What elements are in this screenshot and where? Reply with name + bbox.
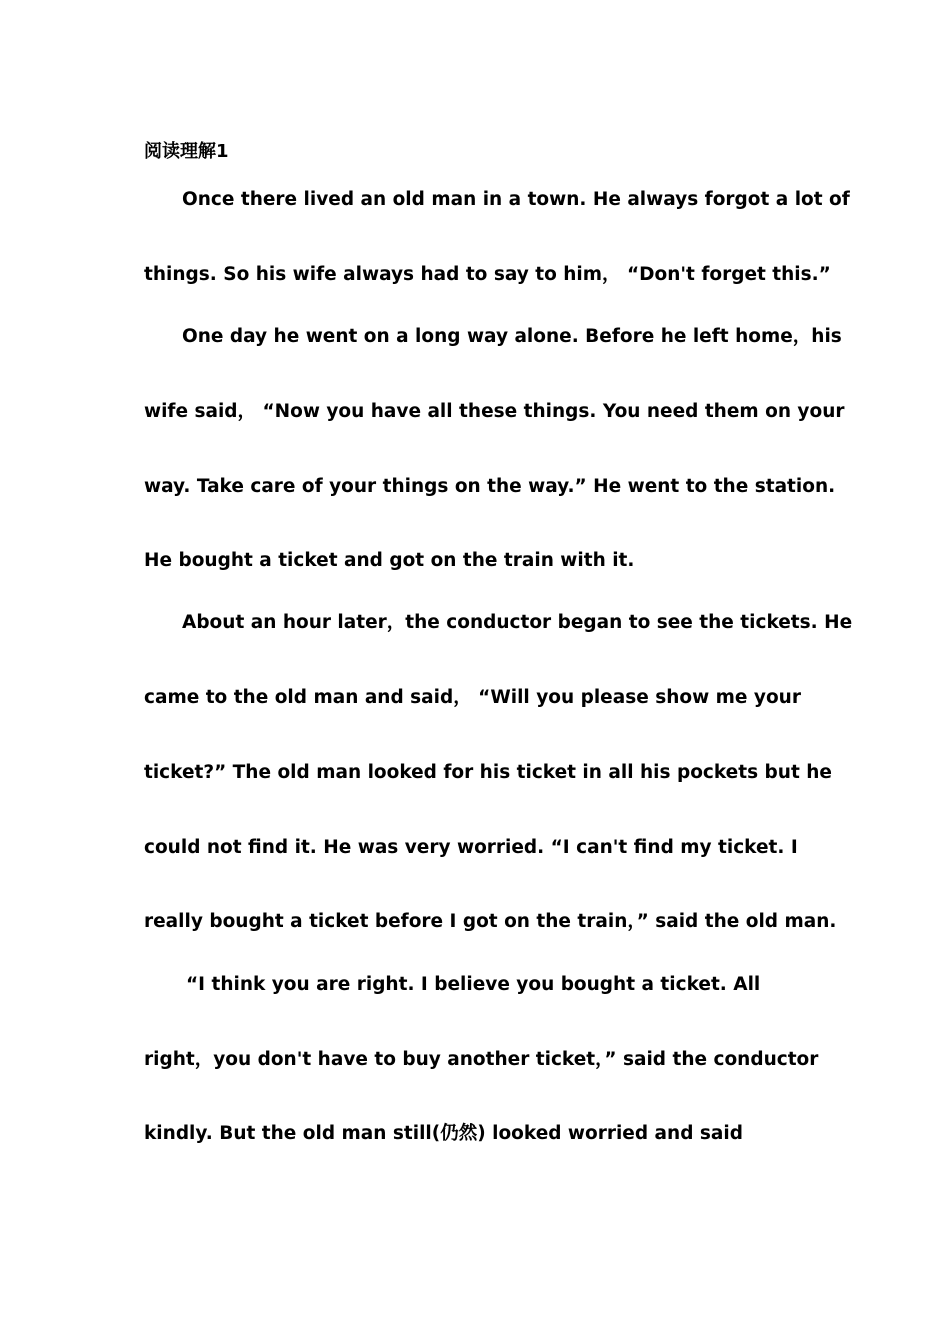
paragraph-line: Once there lived an old man in a town. He always forgot a lot of <box>182 189 850 210</box>
document-title: 阅读理解1 <box>144 141 229 162</box>
paragraph-line: right，you don't have to buy another ticket，” said the conductor <box>144 1049 819 1070</box>
paragraph-line: really bought a ticket before I got on the train，” said the old man. <box>144 911 837 932</box>
paragraph-line: About an hour later，the conductor began to see the tickets. He <box>182 612 853 633</box>
paragraph-line: kindly. But the old man still(仍然) looked worried and said <box>144 1123 743 1144</box>
paragraph-line: “I think you are right. I believe you bought a ticket. All <box>186 974 761 995</box>
paragraph-line: ticket?” The old man looked for his ticket in all his pockets but he <box>144 762 832 783</box>
paragraph-line: He bought a ticket and got on the train with it. <box>144 550 635 571</box>
paragraph-line: could not find it. He was very worried. “I can't find my ticket. I <box>144 837 798 858</box>
paragraph-line: things. So his wife always had to say to him， “Don't forget this.” <box>144 264 831 285</box>
paragraph-line: way. Take care of your things on the way.” He went to the station. <box>144 476 836 497</box>
paragraph-line: One day he went on a long way alone. Before he left home，his <box>182 326 842 347</box>
paragraph-line: came to the old man and said， “Will you please show me your <box>144 687 801 708</box>
paragraph-line: wife said， “Now you have all these things. You need them on your <box>144 401 845 422</box>
